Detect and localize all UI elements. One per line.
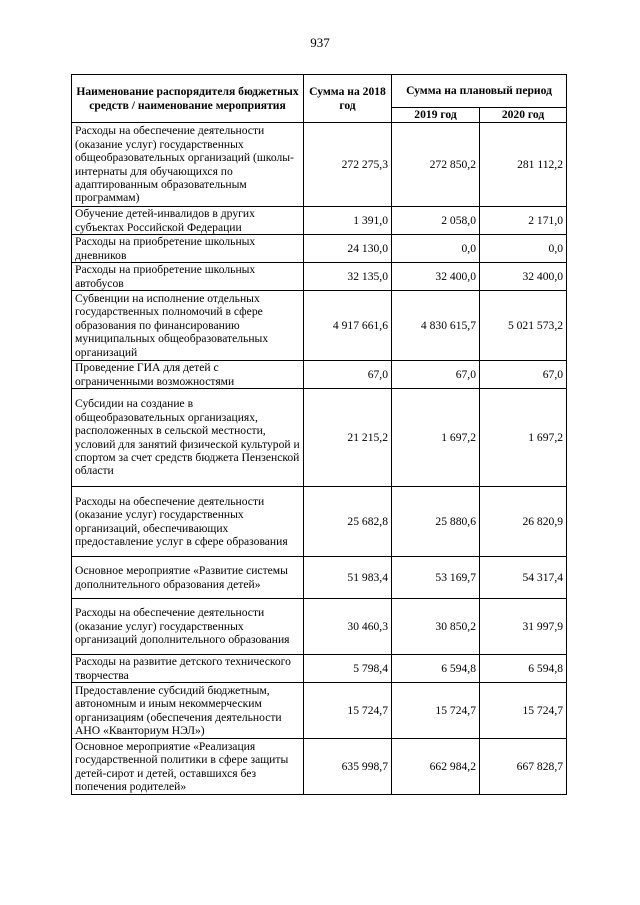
row-value-2020: 15 724,7 — [480, 683, 567, 739]
row-value-2019: 0,0 — [392, 235, 480, 263]
row-value-2018: 15 724,7 — [304, 683, 392, 739]
row-value-2019: 272 850,2 — [392, 123, 480, 207]
row-value-2018: 67,0 — [304, 361, 392, 389]
row-value-2020: 54 317,4 — [480, 557, 567, 599]
table-row — [72, 557, 567, 599]
row-name-cell: Расходы на обеспечение деятельности (оказание услуг) государственных общеобразовательных организаций (школы-интернаты для обучающихся по адаптированным образовательным программам) — [72, 123, 304, 207]
table-row — [72, 487, 567, 557]
row-value-2018: 4 917 661,6 — [304, 291, 392, 361]
table-row — [72, 235, 567, 263]
row-value-2019: 6 594,8 — [392, 655, 480, 683]
table-row — [72, 739, 567, 795]
row-name-cell: Основное мероприятие «Развитие системы дополнительного образования детей» — [72, 557, 304, 599]
table-row — [72, 123, 567, 207]
row-value-2020: 5 021 573,2 — [480, 291, 567, 361]
row-value-2018: 272 275,3 — [304, 123, 392, 207]
row-value-2020: 2 171,0 — [480, 207, 567, 235]
table-row — [72, 599, 567, 655]
row-value-2019: 25 880,6 — [392, 487, 480, 557]
budget-table — [71, 74, 567, 795]
row-value-2018: 51 983,4 — [304, 557, 392, 599]
row-value-2019: 4 830 615,7 — [392, 291, 480, 361]
page-number: 937 — [310, 35, 330, 50]
row-name-cell: Расходы на приобретение школьных автобусов — [72, 263, 304, 291]
row-value-2018: 635 998,7 — [304, 739, 392, 795]
row-name-cell: Проведение ГИА для детей с ограниченными возможностями — [72, 361, 304, 389]
row-name-cell: Расходы на приобретение школьных дневников — [72, 235, 304, 263]
row-value-2018: 24 130,0 — [304, 235, 392, 263]
row-name-cell: Расходы на обеспечение деятельности (оказание услуг) государственных организаций дополнительного образования — [72, 599, 304, 655]
row-value-2020: 67,0 — [480, 361, 567, 389]
header-year-2020: 2020 год — [480, 108, 567, 123]
row-value-2020: 31 997,9 — [480, 599, 567, 655]
header-name-column: Наименование распорядителя бюджетных средств / наименование мероприятия — [72, 75, 304, 123]
row-name-cell: Основное мероприятие «Реализация государственной политики в сфере защиты детей-сирот и детей, оставшихся без попечения родителей» — [72, 739, 304, 795]
row-value-2020: 0,0 — [480, 235, 567, 263]
header-sum-planned-period: Сумма на плановый период — [392, 75, 567, 108]
row-value-2020: 6 594,8 — [480, 655, 567, 683]
header-year-2019: 2019 год — [392, 108, 480, 123]
row-value-2019: 662 984,2 — [392, 739, 480, 795]
table-row — [72, 291, 567, 361]
row-value-2020: 667 828,7 — [480, 739, 567, 795]
table-row — [72, 361, 567, 389]
row-value-2019: 2 058,0 — [392, 207, 480, 235]
row-value-2020: 281 112,2 — [480, 123, 567, 207]
row-name-cell: Расходы на развитие детского технического творчества — [72, 655, 304, 683]
row-value-2020: 26 820,9 — [480, 487, 567, 557]
row-value-2019: 30 850,2 — [392, 599, 480, 655]
row-name-cell: Расходы на обеспечение деятельности (оказание услуг) государственных организаций, обеспечивающих предоставление услуг в сфере образования — [72, 487, 304, 557]
row-name-cell: Субсидии на создание в общеобразовательных организациях, расположенных в сельской местности, условий для занятий физической культурой и спортом за счет средств бюджета Пензенской области — [72, 389, 304, 487]
header-sum-2018: Сумма на 2018 год — [304, 75, 392, 123]
row-value-2018: 32 135,0 — [304, 263, 392, 291]
row-value-2019: 15 724,7 — [392, 683, 480, 739]
row-value-2019: 1 697,2 — [392, 389, 480, 487]
row-value-2020: 32 400,0 — [480, 263, 567, 291]
row-value-2019: 32 400,0 — [392, 263, 480, 291]
table-row — [72, 207, 567, 235]
table-row — [72, 389, 567, 487]
row-value-2018: 1 391,0 — [304, 207, 392, 235]
row-value-2018: 30 460,3 — [304, 599, 392, 655]
row-value-2019: 53 169,7 — [392, 557, 480, 599]
row-name-cell: Предоставление субсидий бюджетным, автономным и иным некоммерческим организациям (обеспечения деятельности АНО «Кванториум НЭЛ») — [72, 683, 304, 739]
row-value-2018: 21 215,2 — [304, 389, 392, 487]
row-value-2019: 67,0 — [392, 361, 480, 389]
table-row — [72, 263, 567, 291]
row-name-cell: Обучение детей-инвалидов в других субъектах Российской Федерации — [72, 207, 304, 235]
row-value-2020: 1 697,2 — [480, 389, 567, 487]
table-row — [72, 655, 567, 683]
row-name-cell: Субвенции на исполнение отдельных государственных полномочий в сфере образования по финансированию муниципальных общеобразовательных организаций — [72, 291, 304, 361]
row-value-2018: 25 682,8 — [304, 487, 392, 557]
table-row — [72, 683, 567, 739]
row-value-2018: 5 798,4 — [304, 655, 392, 683]
